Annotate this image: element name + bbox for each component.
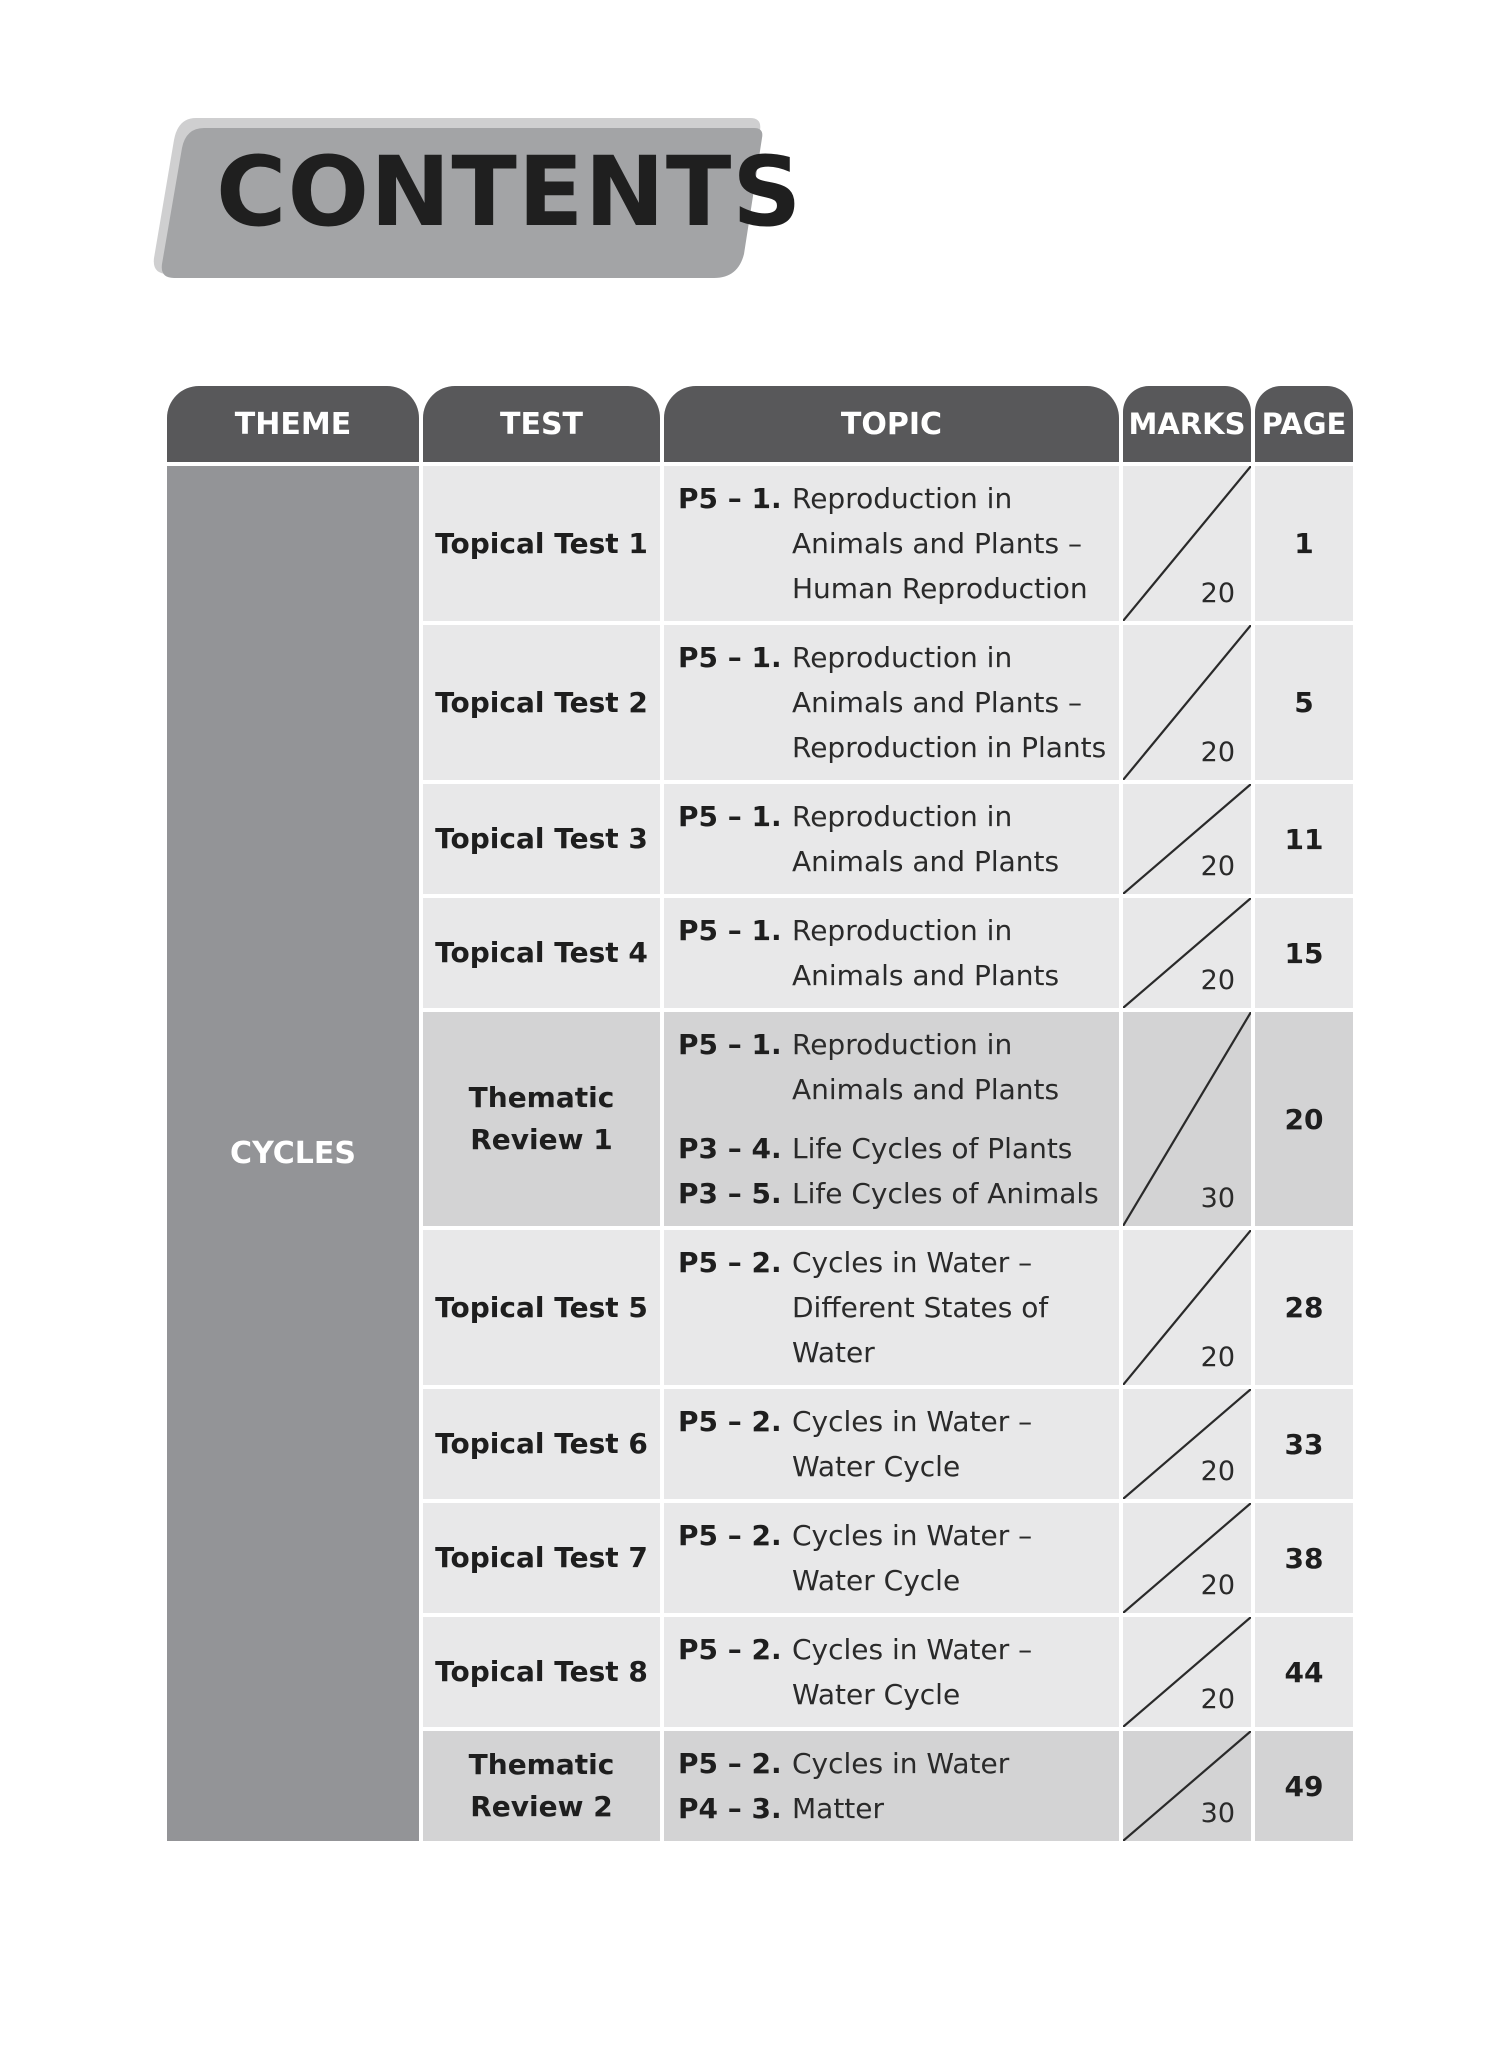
topic-item <box>678 1022 1109 1112</box>
topic-list <box>664 625 1119 780</box>
marks-cell <box>1123 1389 1251 1499</box>
topic-item <box>678 1786 1109 1831</box>
topic-title: Cycles in Water – Different States of Water <box>792 1246 1049 1369</box>
test-label: Topical Test 4 <box>435 936 648 969</box>
topic-list <box>664 1012 1119 1226</box>
marks-value: 20 <box>1200 1570 1235 1601</box>
contents-table <box>163 382 1357 1845</box>
table-header-row <box>167 386 1353 462</box>
topic-cell <box>664 1617 1119 1727</box>
page-number: 38 <box>1255 1503 1353 1613</box>
marks-cell <box>1123 466 1251 621</box>
topic-list <box>664 1731 1119 1841</box>
page-number: 5 <box>1255 625 1353 780</box>
page-number: 20 <box>1255 1012 1353 1226</box>
topic-cell <box>664 784 1119 894</box>
test-label: Topical Test 6 <box>435 1427 648 1460</box>
topic-title: Life Cycles of Animals <box>792 1177 1099 1210</box>
topic-title: Reproduction in Animals and Plants <box>792 914 1060 992</box>
test-cell <box>423 898 660 1008</box>
marks-cell <box>1123 1617 1251 1727</box>
topic-item <box>678 1741 1109 1786</box>
topic-item <box>678 1240 1109 1375</box>
topic-code: P3 – 4. <box>678 1132 782 1165</box>
header-marks: MARKS <box>1123 386 1251 462</box>
marks-cell <box>1123 1503 1251 1613</box>
topic-code: P5 – 1. <box>678 1028 782 1061</box>
page-number: 1 <box>1255 466 1353 621</box>
test-label: Topical Test 3 <box>435 822 648 855</box>
contents-banner <box>150 114 803 282</box>
test-label: Topical Test 2 <box>435 685 648 719</box>
topic-code: P3 – 5. <box>678 1177 782 1210</box>
marks-value: 20 <box>1200 578 1235 609</box>
topic-code: P5 – 1. <box>678 482 782 515</box>
page-number: 44 <box>1255 1617 1353 1727</box>
topic-item <box>678 635 1109 770</box>
topic-list <box>664 1230 1119 1385</box>
topic-title: Reproduction in Animals and Plants – Reproduction in Plants <box>792 641 1107 764</box>
topic-code: P5 – 2. <box>678 1747 782 1780</box>
test-cell <box>423 1731 660 1841</box>
theme-cell: CYCLES <box>167 466 419 1841</box>
page-title: CONTENTS <box>216 136 803 248</box>
topic-item <box>678 1126 1109 1171</box>
topic-cell <box>664 1503 1119 1613</box>
topic-code: P5 – 1. <box>678 641 782 674</box>
marks-value: 20 <box>1200 1684 1235 1715</box>
test-label: Topical Test 7 <box>435 1541 648 1574</box>
test-cell <box>423 1617 660 1727</box>
topic-code: P5 – 1. <box>678 800 782 833</box>
topic-title: Reproduction in Animals and Plants – Human Reproduction <box>792 482 1088 605</box>
topic-list <box>664 1617 1119 1727</box>
marks-cell <box>1123 1012 1251 1226</box>
topic-item <box>678 908 1109 998</box>
page-number: 33 <box>1255 1389 1353 1499</box>
topic-code: P4 – 3. <box>678 1792 782 1825</box>
topic-item <box>678 794 1109 884</box>
test-cell <box>423 1503 660 1613</box>
topic-title: Reproduction in Animals and Plants <box>792 800 1060 878</box>
marks-cell <box>1123 1230 1251 1385</box>
marks-cell <box>1123 1731 1251 1841</box>
marks-value: 30 <box>1200 1798 1235 1829</box>
page-number: 28 <box>1255 1230 1353 1385</box>
topic-title: Cycles in Water <box>792 1747 1010 1780</box>
header-page: PAGE <box>1255 386 1353 462</box>
topic-cell <box>664 625 1119 780</box>
page-number: 11 <box>1255 784 1353 894</box>
topic-cell <box>664 1230 1119 1385</box>
header-test: TEST <box>423 386 660 462</box>
page-number: 49 <box>1255 1731 1353 1841</box>
topic-code: P5 – 1. <box>678 914 782 947</box>
marks-value: 20 <box>1200 737 1235 768</box>
page-number: 15 <box>1255 898 1353 1008</box>
topic-list <box>664 1389 1119 1499</box>
topic-title: Life Cycles of Plants <box>792 1132 1073 1165</box>
topic-title: Matter <box>792 1792 885 1825</box>
topic-code: P5 – 2. <box>678 1519 782 1552</box>
test-label: Topical Test 5 <box>435 1290 648 1324</box>
marks-value: 20 <box>1200 1342 1235 1373</box>
topic-cell <box>664 466 1119 621</box>
topic-cell <box>664 1731 1119 1841</box>
header-topic: TOPIC <box>664 386 1119 462</box>
test-cell <box>423 1230 660 1385</box>
topic-code: P5 – 2. <box>678 1246 782 1279</box>
test-label: Topical Test 1 <box>435 526 648 560</box>
topic-list <box>664 1503 1119 1613</box>
test-label: Thematic Review 1 <box>468 1081 615 1156</box>
marks-cell <box>1123 898 1251 1008</box>
test-cell <box>423 1389 660 1499</box>
topic-code: P5 – 2. <box>678 1405 782 1438</box>
test-label: Topical Test 8 <box>435 1655 648 1688</box>
topic-item <box>678 476 1109 611</box>
test-cell <box>423 784 660 894</box>
topic-list <box>664 898 1119 1008</box>
header-theme: THEME <box>167 386 419 462</box>
marks-cell <box>1123 625 1251 780</box>
marks-value: 20 <box>1200 965 1235 996</box>
topic-title: Reproduction in Animals and Plants <box>792 1028 1060 1106</box>
topic-item <box>678 1399 1109 1489</box>
topic-code: P5 – 2. <box>678 1633 782 1666</box>
topic-cell <box>664 1012 1119 1226</box>
topic-item <box>678 1513 1109 1603</box>
marks-cell <box>1123 784 1251 894</box>
topic-list <box>664 466 1119 621</box>
test-cell <box>423 466 660 621</box>
topic-cell <box>664 1389 1119 1499</box>
topic-cell <box>664 898 1119 1008</box>
topic-title: Cycles in Water – Water Cycle <box>792 1633 1033 1711</box>
topic-title: Cycles in Water – Water Cycle <box>792 1405 1033 1483</box>
topic-title: Cycles in Water – Water Cycle <box>792 1519 1033 1597</box>
table-row <box>167 466 1353 621</box>
test-cell <box>423 625 660 780</box>
topic-list <box>664 784 1119 894</box>
marks-value: 20 <box>1200 1456 1235 1487</box>
marks-value: 20 <box>1200 851 1235 882</box>
topic-item <box>678 1627 1109 1717</box>
test-label: Thematic Review 2 <box>468 1748 615 1823</box>
test-cell <box>423 1012 660 1226</box>
topic-item <box>678 1171 1109 1216</box>
marks-value: 30 <box>1200 1183 1235 1214</box>
